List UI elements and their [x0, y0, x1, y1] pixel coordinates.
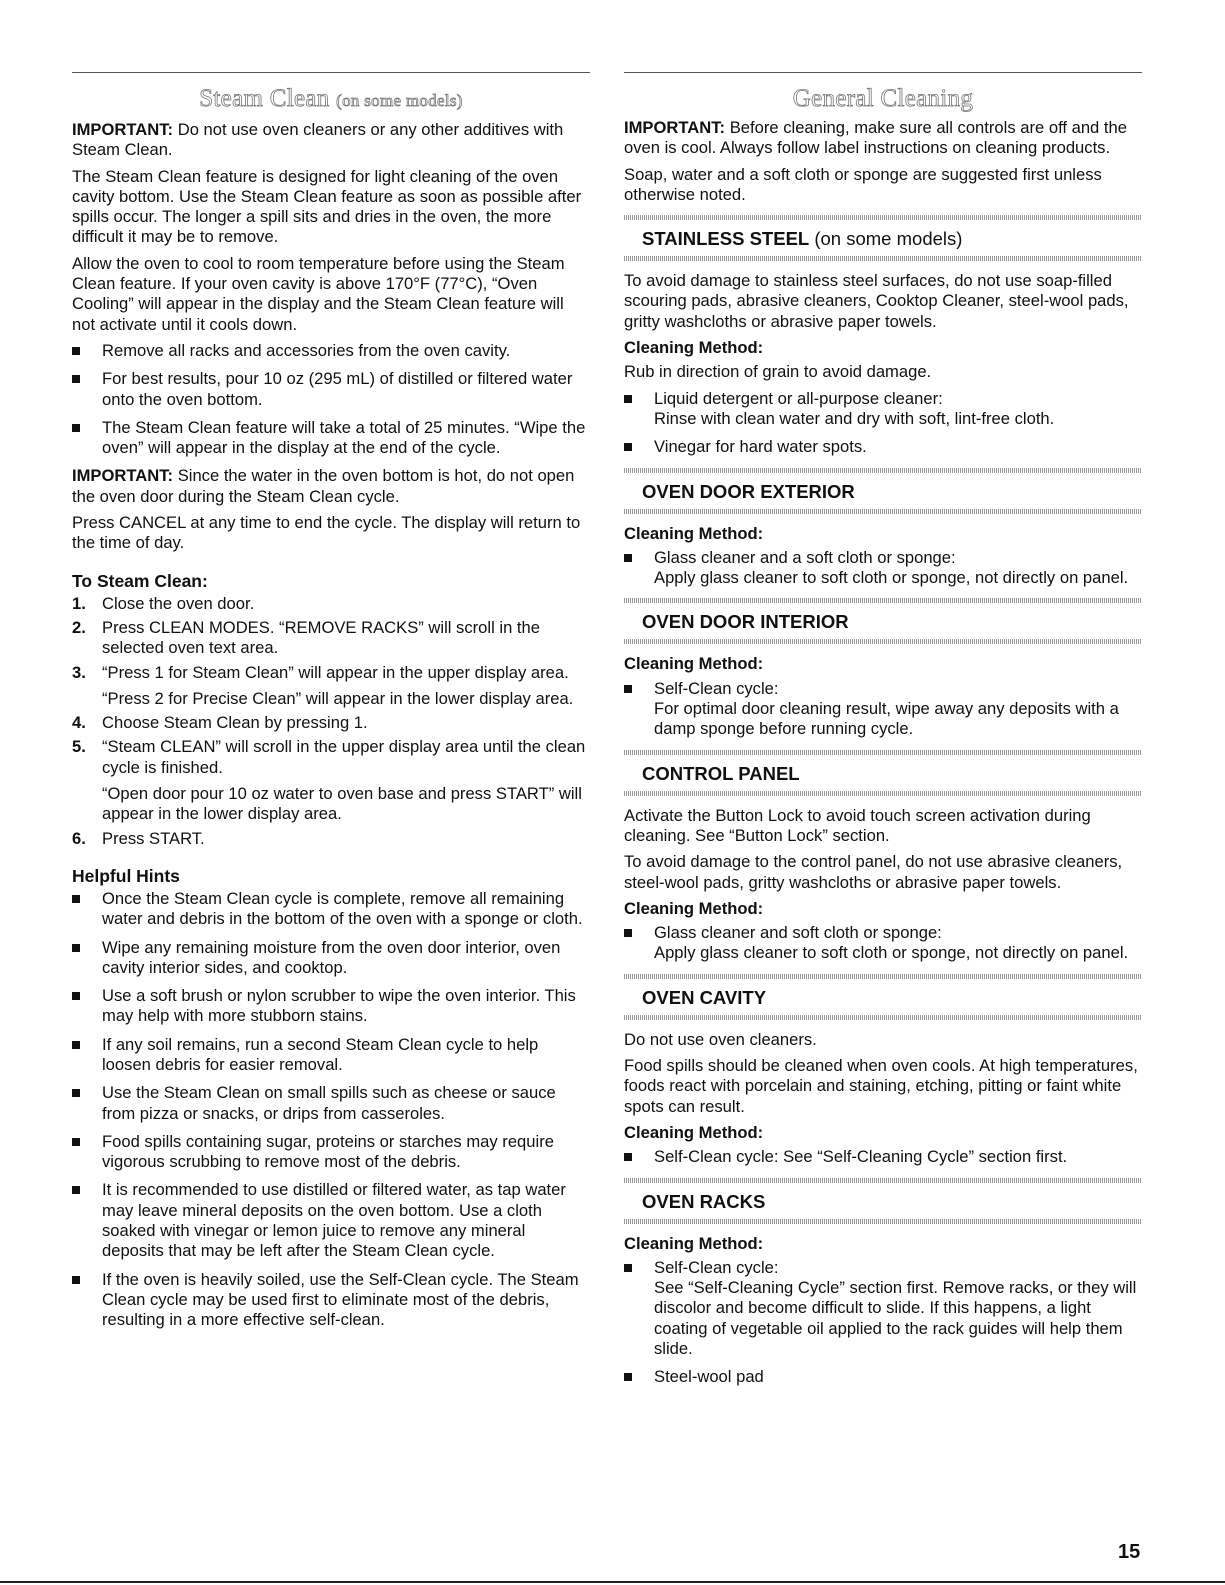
bullet-list — [624, 548, 1142, 589]
bullet-square-icon — [624, 685, 632, 693]
bullet-item: Self-Clean cycle: See “Self-Cleaning Cycle” section first. — [624, 1147, 1142, 1167]
bullet-list — [624, 679, 1142, 740]
step-item: 6. Press START. — [72, 828, 205, 848]
bullet-item: The Steam Clean feature will take a total of 25 minutes. “Wipe the oven” will appear in the display at the end of the cycle. — [72, 418, 590, 459]
step-item: 4. Choose Steam Clean by pressing 1. — [72, 713, 368, 733]
steam-clean-title-note: (on some models) — [336, 91, 463, 110]
bullet-square-icon — [624, 929, 632, 937]
paragraph: Soap, water and a soft cloth or sponge are suggested first unless otherwise noted. — [624, 164, 1102, 204]
bullet-item: Vinegar for hard water spots. — [624, 437, 1142, 457]
important-note: IMPORTANT: Since the water in the oven bottom is hot, do not open the oven door during the Steam Clean cycle. — [72, 466, 575, 506]
bullet-square-icon — [624, 1153, 632, 1161]
paragraph: Press CANCEL at any time to end the cycle. The display will return to the time of day. — [72, 513, 581, 553]
helpful-hints-heading: Helpful Hints — [72, 865, 180, 886]
bullet-square-icon — [624, 1373, 632, 1381]
steam-clean-title — [72, 84, 590, 116]
dotted-rule — [624, 1219, 1142, 1224]
section-rule — [72, 72, 590, 73]
cleaning-method-label: Cleaning Method: — [624, 1122, 764, 1142]
bullet-list — [624, 923, 1142, 964]
bullet-item: For best results, pour 10 oz (295 mL) of distilled or filtered water onto the oven bottom. — [72, 369, 590, 410]
bullet-square-icon — [72, 944, 80, 952]
general-cleaning-column — [624, 72, 1142, 1396]
bullet-square-icon — [72, 1041, 80, 1049]
dotted-rule — [624, 791, 1142, 796]
hints-list — [72, 889, 590, 1331]
cleaning-method-label: Cleaning Method: — [624, 1233, 764, 1253]
bullet-square-icon — [72, 992, 80, 1000]
bullet-square-icon — [72, 1276, 80, 1284]
bottom-rule — [0, 1581, 1225, 1583]
hint-item: Use the Steam Clean on small spills such as cheese or sauce from pizza or snacks, or drips from casseroles. — [72, 1083, 590, 1124]
paragraph: Activate the Button Lock to avoid touch screen activation during cleaning. See “Button Lock” section. — [624, 805, 1091, 845]
bullet-square-icon — [624, 1264, 632, 1272]
step-item: 2. Press CLEAN MODES. “REMOVE RACKS” will scroll in the selected oven text area. — [72, 617, 540, 658]
bullet-list — [624, 389, 1142, 458]
step-item: 1. Close the oven door. — [72, 593, 255, 613]
oven-racks-heading: OVEN RACKS — [624, 1178, 1142, 1224]
bullet-item: Remove all racks and accessories from the oven cavity. — [72, 341, 590, 361]
bullet-item: Self-Clean cycle: See “Self-Cleaning Cycle” section first. Remove racks, or they will discolor and become difficult to slide. If this happens, a light coating of vegetable oil applied to the rack guides will help them slide. — [624, 1258, 1142, 1359]
oven-door-interior-heading: OVEN DOOR INTERIOR — [624, 598, 1142, 644]
bullet-square-icon — [624, 443, 632, 451]
general-cleaning-title: General Cleaning — [792, 85, 974, 112]
hint-item: Wipe any remaining moisture from the oven door interior, oven cavity interior sides, and cooktop. — [72, 938, 590, 979]
hint-item: It is recommended to use distilled or filtered water, as tap water may leave mineral deposits on the oven bottom. Use a cloth soaked with vinegar or lemon juice to remove any mineral deposits that may be left after the Steam Clean cycle. — [72, 1180, 590, 1261]
steps-list — [72, 594, 590, 849]
paragraph: Food spills should be cleaned when oven cools. At high temperatures, foods react with porcelain and staining, etching, pitting or faint white spots can result. — [624, 1056, 1138, 1116]
section-rule — [624, 72, 1142, 73]
hint-item: Once the Steam Clean cycle is complete, remove all remaining water and debris in the bottom of the oven with a sponge or cloth. — [72, 889, 590, 930]
bullet-square-icon — [72, 424, 80, 432]
paragraph: To avoid damage to stainless steel surfaces, do not use soap-filled scouring pads, abrasive cleaners, Cooktop Cleaner, steel-wool pads, gritty washcloths or abrasive paper towels. — [624, 271, 1129, 331]
bullet-square-icon — [72, 1186, 80, 1194]
bullet-item: Steel-wool pad — [624, 1367, 1142, 1387]
bullet-item: Glass cleaner and a soft cloth or sponge: Apply glass cleaner to soft cloth or sponge, not directly on panel. — [624, 548, 1142, 589]
hint-item: If any soil remains, run a second Steam Clean cycle to help loosen debris for easier removal. — [72, 1035, 590, 1076]
oven-cavity-heading: OVEN CAVITY — [624, 974, 1142, 1020]
bullet-square-icon — [72, 347, 80, 355]
bullet-list — [624, 1147, 1142, 1167]
dotted-rule — [624, 1015, 1142, 1020]
cleaning-method-label: Cleaning Method: — [624, 898, 764, 918]
paragraph: Rub in direction of grain to avoid damage. — [624, 362, 932, 382]
bullet-square-icon — [72, 375, 80, 383]
important-note: IMPORTANT: Before cleaning, make sure all controls are off and the oven is cool. Always follow label instructions on cleaning products. — [624, 118, 1127, 158]
stainless-steel-heading: STAINLESS STEEL (on some models) — [624, 215, 1142, 261]
bullet-square-icon — [624, 554, 632, 562]
paragraph: The Steam Clean feature is designed for light cleaning of the oven cavity bottom. Use the Steam Clean feature as soon as possible after spills occur. The longer a spill sits and dries in the oven, the more difficult it may be to remove. — [72, 166, 582, 247]
steam-clean-column — [72, 72, 590, 1339]
paragraph: To avoid damage to the control panel, do not use abrasive cleaners, steel-wool pads, gritty washcloths or abrasive paper towels. — [624, 852, 1123, 892]
dotted-rule — [624, 509, 1142, 514]
step-item: 5. “Steam CLEAN” will scroll in the upper display area until the clean cycle is finished. “Open door pour 10 oz water to oven base and press START” will appear in the lower display area. — [72, 737, 586, 824]
hint-item: If the oven is heavily soiled, use the Self-Clean cycle. The Steam Clean cycle may be used first to eliminate most of the debris, resulting in a more effective self-clean. — [72, 1270, 590, 1331]
step-item: 3. “Press 1 for Steam Clean” will appear in the upper display area. “Press 2 for Precise Clean” will appear in the lower display area. — [72, 662, 574, 708]
dotted-rule — [624, 639, 1142, 644]
bullet-square-icon — [624, 395, 632, 403]
oven-door-exterior-heading: OVEN DOOR EXTERIOR — [624, 468, 1142, 514]
hint-item: Food spills containing sugar, proteins or starches may require vigorous scrubbing to remove most of the debris. — [72, 1132, 590, 1173]
hint-item: Use a soft brush or nylon scrubber to wipe the oven interior. This may help with more stubborn stains. — [72, 986, 590, 1027]
bullet-square-icon — [72, 1138, 80, 1146]
to-steam-clean-heading: To Steam Clean: — [72, 570, 208, 591]
cleaning-method-label: Cleaning Method: — [624, 523, 764, 543]
bullet-list — [72, 341, 590, 458]
paragraph: Do not use oven cleaners. — [624, 1029, 817, 1049]
bullet-item: Self-Clean cycle: For optimal door cleaning result, wipe away any deposits with a damp sponge before running cycle. — [624, 679, 1142, 740]
control-panel-heading: CONTROL PANEL — [624, 750, 1142, 796]
important-note: IMPORTANT: Do not use oven cleaners or any other additives with Steam Clean. — [72, 120, 564, 160]
paragraph: Allow the oven to cool to room temperature before using the Steam Clean feature. If your oven cavity is above 170°F (77°C), “Oven Cooling” will appear in the display and the Steam Clean feature will not activate until it cools down. — [72, 253, 565, 334]
cleaning-method-label: Cleaning Method: — [624, 338, 764, 358]
page-number: 15 — [1118, 1541, 1141, 1563]
bullet-item: Liquid detergent or all-purpose cleaner: Rinse with clean water and dry with soft, lint-free cloth. — [624, 389, 1142, 430]
bullet-list — [624, 1258, 1142, 1388]
bullet-item: Glass cleaner and soft cloth or sponge: Apply glass cleaner to soft cloth or sponge, not directly on panel. — [624, 923, 1142, 964]
steam-clean-title-main: Steam Clean — [199, 85, 330, 112]
bullet-square-icon — [72, 1089, 80, 1097]
dotted-rule — [624, 256, 1142, 261]
bullet-square-icon — [72, 895, 80, 903]
cleaning-method-label: Cleaning Method: — [624, 654, 764, 674]
